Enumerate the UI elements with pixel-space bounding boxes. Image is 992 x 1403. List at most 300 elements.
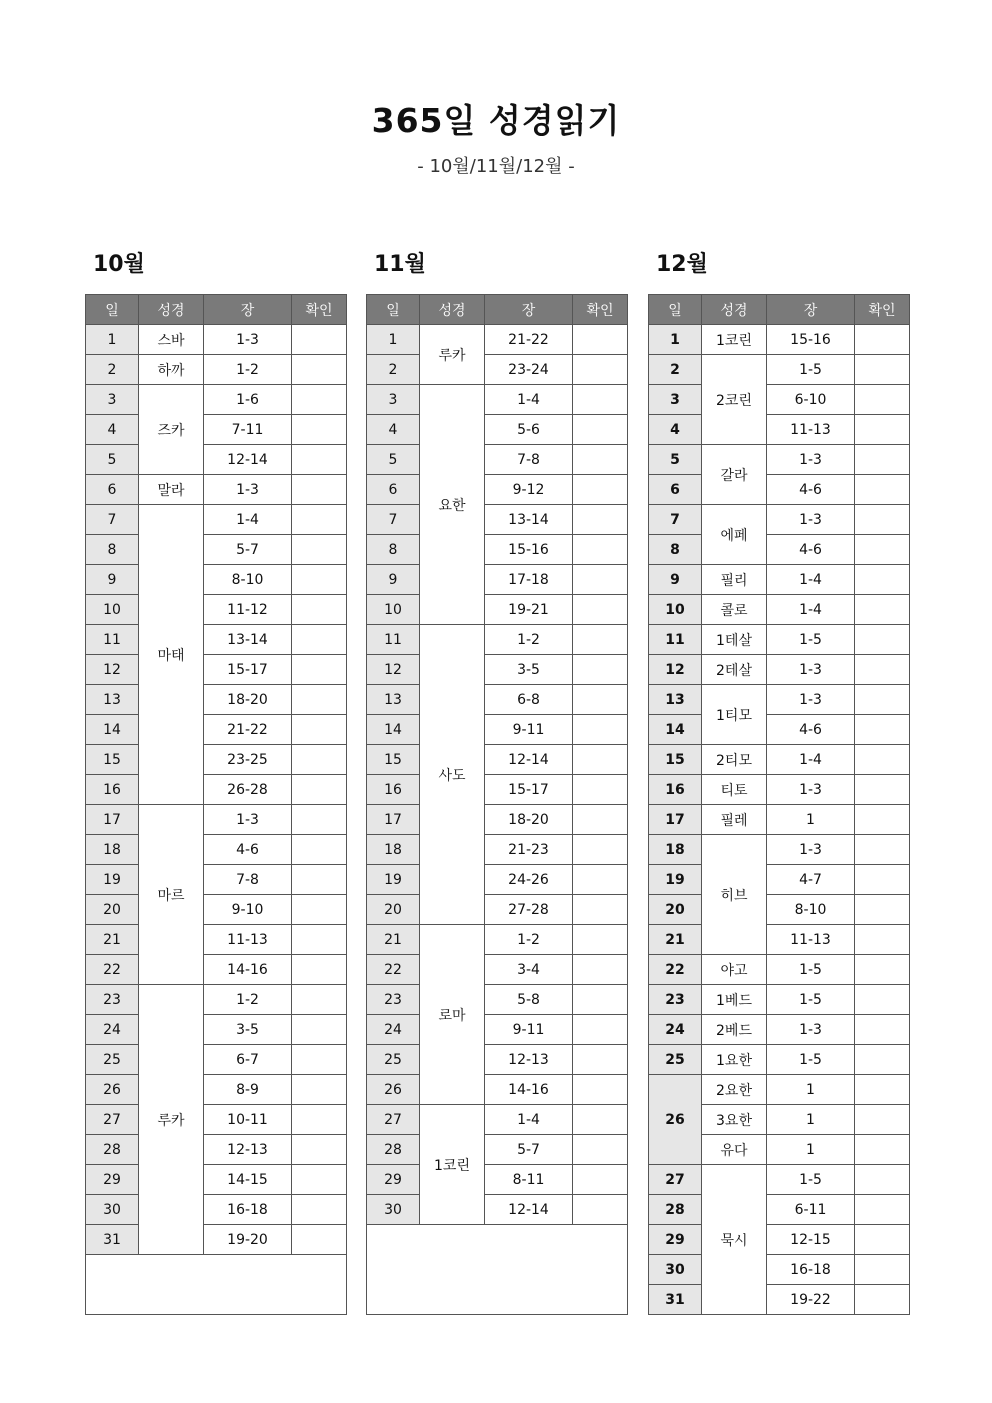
check-cell[interactable] — [573, 505, 628, 535]
check-cell[interactable] — [573, 745, 628, 775]
check-cell[interactable] — [292, 1225, 347, 1255]
chapter-cell: 15-16 — [485, 535, 573, 565]
table-row — [86, 355, 347, 385]
table-row — [86, 1015, 347, 1045]
check-cell[interactable] — [855, 865, 910, 895]
book-cell: 1티모 — [702, 685, 767, 745]
table-header-row — [367, 295, 628, 325]
check-cell[interactable] — [573, 775, 628, 805]
check-cell[interactable] — [855, 1255, 910, 1285]
day-cell: 18 — [367, 835, 420, 865]
day-cell: 20 — [367, 895, 420, 925]
table-row — [86, 1165, 347, 1195]
chapter-cell: 9-11 — [485, 1015, 573, 1045]
table-row — [649, 595, 910, 625]
table-row — [86, 325, 347, 355]
book-cell: 2베드 — [702, 1015, 767, 1045]
chapter-cell: 6-8 — [485, 685, 573, 715]
empty-cell — [367, 1225, 628, 1315]
book-cell: 묵시 — [702, 1165, 767, 1315]
table-row — [367, 475, 628, 505]
check-cell[interactable] — [855, 1135, 910, 1165]
check-cell[interactable] — [292, 625, 347, 655]
check-cell[interactable] — [292, 1045, 347, 1075]
chapter-cell: 8-9 — [204, 1075, 292, 1105]
day-cell: 7 — [86, 505, 139, 535]
day-cell: 31 — [86, 1225, 139, 1255]
table-row — [367, 625, 628, 655]
table-row — [367, 715, 628, 745]
table-row — [649, 895, 910, 925]
reading-table — [648, 294, 910, 1315]
book-cell: 3요한 — [702, 1105, 767, 1135]
check-cell[interactable] — [292, 805, 347, 835]
table-row — [86, 1135, 347, 1165]
table-row — [367, 745, 628, 775]
day-cell: 6 — [367, 475, 420, 505]
day-cell: 6 — [649, 475, 702, 505]
table-row — [367, 655, 628, 685]
chapter-cell: 1-4 — [767, 595, 855, 625]
check-cell[interactable] — [855, 415, 910, 445]
check-cell[interactable] — [855, 595, 910, 625]
book-cell: 스바 — [139, 325, 204, 355]
day-cell: 26 — [649, 1075, 702, 1165]
table-row — [86, 415, 347, 445]
table-row — [367, 985, 628, 1015]
chapter-cell: 23-25 — [204, 745, 292, 775]
check-cell[interactable] — [292, 745, 347, 775]
day-cell: 13 — [86, 685, 139, 715]
check-cell[interactable] — [573, 1045, 628, 1075]
check-cell[interactable] — [573, 625, 628, 655]
check-cell[interactable] — [573, 865, 628, 895]
check-cell[interactable] — [292, 565, 347, 595]
chapter-cell: 21-23 — [485, 835, 573, 865]
day-cell: 23 — [367, 985, 420, 1015]
check-cell[interactable] — [855, 1285, 910, 1315]
book-cell: 필리 — [702, 565, 767, 595]
chapter-cell: 5-6 — [485, 415, 573, 445]
check-cell[interactable] — [573, 565, 628, 595]
book-cell: 히브 — [702, 835, 767, 955]
table-row — [86, 865, 347, 895]
chapter-cell: 24-26 — [485, 865, 573, 895]
day-cell: 17 — [649, 805, 702, 835]
check-cell[interactable] — [292, 1075, 347, 1105]
book-cell: 1요한 — [702, 1045, 767, 1075]
check-cell[interactable] — [573, 805, 628, 835]
book-cell: 마르 — [139, 805, 204, 985]
table-row — [367, 955, 628, 985]
chapter-cell: 13-14 — [204, 625, 292, 655]
empty-row — [367, 1225, 628, 1315]
check-cell[interactable] — [292, 685, 347, 715]
chapter-cell: 1-5 — [767, 625, 855, 655]
table-row — [649, 955, 910, 985]
check-cell[interactable] — [855, 445, 910, 475]
table-row — [367, 1195, 628, 1225]
chapter-cell: 1-3 — [767, 1015, 855, 1045]
check-cell[interactable] — [855, 355, 910, 385]
chapter-cell: 14-16 — [204, 955, 292, 985]
day-cell: 27 — [367, 1105, 420, 1135]
check-cell[interactable] — [573, 1015, 628, 1045]
check-cell[interactable] — [573, 595, 628, 625]
chapter-cell: 14-15 — [204, 1165, 292, 1195]
check-cell[interactable] — [573, 1135, 628, 1165]
check-cell[interactable] — [855, 505, 910, 535]
check-cell[interactable] — [573, 655, 628, 685]
check-cell[interactable] — [292, 595, 347, 625]
chapter-cell: 1-4 — [204, 505, 292, 535]
check-cell[interactable] — [855, 805, 910, 835]
table-row — [649, 865, 910, 895]
check-cell[interactable] — [292, 1015, 347, 1045]
col-header-check: 확인 — [573, 295, 628, 325]
chapter-cell: 3-5 — [204, 1015, 292, 1045]
check-cell[interactable] — [573, 475, 628, 505]
chapter-cell: 1-3 — [767, 685, 855, 715]
chapter-cell: 3-5 — [485, 655, 573, 685]
table-row — [86, 535, 347, 565]
check-cell[interactable] — [855, 1165, 910, 1195]
check-cell[interactable] — [292, 655, 347, 685]
table-row — [649, 625, 910, 655]
col-header-day: 일 — [649, 295, 702, 325]
chapter-cell: 1-4 — [767, 565, 855, 595]
book-cell: 루카 — [420, 325, 485, 385]
check-cell[interactable] — [855, 895, 910, 925]
day-cell: 25 — [86, 1045, 139, 1075]
check-cell[interactable] — [292, 355, 347, 385]
table-row — [367, 805, 628, 835]
check-cell[interactable] — [573, 925, 628, 955]
table-row — [86, 1195, 347, 1225]
day-cell: 11 — [649, 625, 702, 655]
chapter-cell: 27-28 — [485, 895, 573, 925]
chapter-cell: 4-6 — [767, 715, 855, 745]
table-row — [86, 895, 347, 925]
check-cell[interactable] — [855, 655, 910, 685]
chapter-cell: 16-18 — [767, 1255, 855, 1285]
chapter-cell: 6-7 — [204, 1045, 292, 1075]
table-row — [649, 805, 910, 835]
table-row — [649, 655, 910, 685]
day-cell: 30 — [367, 1195, 420, 1225]
book-cell: 1테살 — [702, 625, 767, 655]
book-cell: 콜로 — [702, 595, 767, 625]
check-cell[interactable] — [855, 385, 910, 415]
day-cell: 21 — [649, 925, 702, 955]
table-row — [367, 835, 628, 865]
check-cell[interactable] — [573, 1195, 628, 1225]
book-cell: 하까 — [139, 355, 204, 385]
table-row — [367, 595, 628, 625]
day-cell: 13 — [649, 685, 702, 715]
col-header-chapter: 장 — [767, 295, 855, 325]
table-row — [649, 1255, 910, 1285]
chapter-cell: 4-7 — [767, 865, 855, 895]
chapter-cell: 1 — [767, 1075, 855, 1105]
chapter-cell: 21-22 — [485, 325, 573, 355]
table-row — [649, 415, 910, 445]
day-cell: 3 — [367, 385, 420, 415]
chapter-cell: 9-11 — [485, 715, 573, 745]
check-cell[interactable] — [855, 535, 910, 565]
chapter-cell: 13-14 — [485, 505, 573, 535]
day-cell: 19 — [86, 865, 139, 895]
book-cell: 1코린 — [702, 325, 767, 355]
day-cell: 13 — [367, 685, 420, 715]
check-cell[interactable] — [292, 415, 347, 445]
table-row — [86, 1045, 347, 1075]
check-cell[interactable] — [292, 1135, 347, 1165]
book-cell: 유다 — [702, 1135, 767, 1165]
day-cell: 12 — [649, 655, 702, 685]
check-cell[interactable] — [292, 955, 347, 985]
day-cell: 14 — [86, 715, 139, 745]
chapter-cell: 9-12 — [485, 475, 573, 505]
check-cell[interactable] — [573, 955, 628, 985]
day-cell: 16 — [86, 775, 139, 805]
chapter-cell: 7-11 — [204, 415, 292, 445]
chapter-cell: 15-16 — [767, 325, 855, 355]
table-row — [649, 385, 910, 415]
day-cell: 27 — [649, 1165, 702, 1195]
col-header-chapter: 장 — [204, 295, 292, 325]
table-row — [367, 685, 628, 715]
check-cell[interactable] — [855, 325, 910, 355]
table-row — [649, 535, 910, 565]
table-row — [86, 925, 347, 955]
check-cell[interactable] — [573, 1105, 628, 1135]
table-row — [367, 775, 628, 805]
table-row — [367, 355, 628, 385]
chapter-cell: 23-24 — [485, 355, 573, 385]
book-cell: 필레 — [702, 805, 767, 835]
check-cell[interactable] — [573, 985, 628, 1015]
table-row — [367, 895, 628, 925]
month-october — [85, 250, 347, 1315]
day-cell: 22 — [86, 955, 139, 985]
check-cell[interactable] — [292, 835, 347, 865]
check-cell[interactable] — [855, 835, 910, 865]
table-row — [367, 565, 628, 595]
day-cell: 12 — [86, 655, 139, 685]
check-cell[interactable] — [573, 835, 628, 865]
check-cell[interactable] — [855, 925, 910, 955]
check-cell[interactable] — [855, 625, 910, 655]
table-row — [649, 1225, 910, 1255]
chapter-cell: 26-28 — [204, 775, 292, 805]
day-cell: 12 — [367, 655, 420, 685]
chapter-cell: 12-13 — [485, 1045, 573, 1075]
day-cell: 8 — [649, 535, 702, 565]
check-cell[interactable] — [855, 715, 910, 745]
table-row — [649, 1165, 910, 1195]
day-cell: 25 — [649, 1045, 702, 1075]
table-row — [649, 1195, 910, 1225]
check-cell[interactable] — [292, 325, 347, 355]
table-row — [649, 715, 910, 745]
check-cell[interactable] — [292, 865, 347, 895]
col-header-book: 성경 — [420, 295, 485, 325]
day-cell: 15 — [649, 745, 702, 775]
check-cell[interactable] — [292, 895, 347, 925]
day-cell: 4 — [86, 415, 139, 445]
check-cell[interactable] — [292, 475, 347, 505]
table-row — [367, 445, 628, 475]
book-cell: 마태 — [139, 505, 204, 805]
check-cell[interactable] — [855, 745, 910, 775]
day-cell: 8 — [367, 535, 420, 565]
table-row — [649, 1075, 910, 1105]
day-cell: 10 — [649, 595, 702, 625]
chapter-cell: 1-6 — [204, 385, 292, 415]
day-cell: 2 — [86, 355, 139, 385]
check-cell[interactable] — [573, 445, 628, 475]
chapter-cell: 1 — [767, 1135, 855, 1165]
day-cell: 20 — [649, 895, 702, 925]
check-cell[interactable] — [292, 505, 347, 535]
chapter-cell: 8-11 — [485, 1165, 573, 1195]
check-cell[interactable] — [855, 1045, 910, 1075]
check-cell[interactable] — [292, 1195, 347, 1225]
check-cell[interactable] — [573, 385, 628, 415]
day-cell: 20 — [86, 895, 139, 925]
chapter-cell: 15-17 — [204, 655, 292, 685]
chapter-cell: 11-12 — [204, 595, 292, 625]
check-cell[interactable] — [573, 325, 628, 355]
chapter-cell: 18-20 — [485, 805, 573, 835]
day-cell: 10 — [367, 595, 420, 625]
check-cell[interactable] — [573, 535, 628, 565]
day-cell: 23 — [649, 985, 702, 1015]
table-row — [649, 1045, 910, 1075]
month-november — [366, 250, 628, 1315]
check-cell[interactable] — [292, 775, 347, 805]
book-cell: 루카 — [139, 985, 204, 1255]
check-cell[interactable] — [573, 415, 628, 445]
check-cell[interactable] — [292, 985, 347, 1015]
check-cell[interactable] — [573, 685, 628, 715]
check-cell[interactable] — [292, 1105, 347, 1135]
chapter-cell: 1 — [767, 805, 855, 835]
check-cell[interactable] — [573, 355, 628, 385]
col-header-check: 확인 — [855, 295, 910, 325]
check-cell[interactable] — [855, 955, 910, 985]
table-row — [367, 1165, 628, 1195]
table-row — [367, 1135, 628, 1165]
check-cell[interactable] — [855, 475, 910, 505]
table-row — [86, 685, 347, 715]
day-cell: 1 — [367, 325, 420, 355]
table-row — [86, 1105, 347, 1135]
table-row — [649, 745, 910, 775]
day-cell: 4 — [649, 415, 702, 445]
day-cell: 30 — [86, 1195, 139, 1225]
chapter-cell: 12-14 — [485, 745, 573, 775]
day-cell: 15 — [367, 745, 420, 775]
chapter-cell: 14-16 — [485, 1075, 573, 1105]
check-cell[interactable] — [292, 925, 347, 955]
check-cell[interactable] — [855, 685, 910, 715]
day-cell: 5 — [86, 445, 139, 475]
book-cell: 요한 — [420, 385, 485, 625]
table-row — [649, 685, 910, 715]
check-cell[interactable] — [292, 715, 347, 745]
empty-cell — [86, 1255, 347, 1315]
check-cell[interactable] — [292, 445, 347, 475]
check-cell[interactable] — [855, 1225, 910, 1255]
check-cell[interactable] — [292, 385, 347, 415]
chapter-cell: 5-8 — [485, 985, 573, 1015]
check-cell[interactable] — [573, 895, 628, 925]
chapter-cell: 15-17 — [485, 775, 573, 805]
table-row — [649, 505, 910, 535]
table-header-row — [649, 295, 910, 325]
check-cell[interactable] — [292, 535, 347, 565]
chapter-cell: 1-3 — [767, 775, 855, 805]
check-cell[interactable] — [855, 1075, 910, 1105]
table-row — [367, 385, 628, 415]
day-cell: 24 — [649, 1015, 702, 1045]
table-row — [86, 805, 347, 835]
day-cell: 10 — [86, 595, 139, 625]
table-row — [649, 325, 910, 355]
table-row — [86, 595, 347, 625]
table-row — [649, 835, 910, 865]
check-cell[interactable] — [855, 775, 910, 805]
check-cell[interactable] — [855, 1015, 910, 1045]
check-cell[interactable] — [292, 1165, 347, 1195]
table-row — [86, 565, 347, 595]
table-row — [367, 1045, 628, 1075]
chapter-cell: 1-5 — [767, 355, 855, 385]
check-cell[interactable] — [573, 1075, 628, 1105]
chapter-cell: 1-5 — [767, 985, 855, 1015]
day-cell: 11 — [367, 625, 420, 655]
chapter-cell: 1-3 — [767, 505, 855, 535]
book-cell: 즈카 — [139, 385, 204, 475]
day-cell: 6 — [86, 475, 139, 505]
day-cell: 18 — [86, 835, 139, 865]
chapter-cell: 19-22 — [767, 1285, 855, 1315]
day-cell: 31 — [649, 1285, 702, 1315]
check-cell[interactable] — [573, 1165, 628, 1195]
day-cell: 17 — [367, 805, 420, 835]
check-cell[interactable] — [855, 985, 910, 1015]
table-row — [649, 1285, 910, 1315]
table-row — [86, 475, 347, 505]
table-row — [86, 385, 347, 415]
chapter-cell: 4-6 — [767, 475, 855, 505]
book-cell: 2코린 — [702, 355, 767, 445]
check-cell[interactable] — [855, 565, 910, 595]
table-row — [86, 655, 347, 685]
day-cell: 27 — [86, 1105, 139, 1135]
table-row — [649, 445, 910, 475]
table-row — [86, 775, 347, 805]
day-cell: 26 — [86, 1075, 139, 1105]
check-cell[interactable] — [573, 715, 628, 745]
day-cell: 28 — [649, 1195, 702, 1225]
check-cell[interactable] — [855, 1105, 910, 1135]
table-row — [367, 865, 628, 895]
check-cell[interactable] — [855, 1195, 910, 1225]
table-row — [86, 1075, 347, 1105]
